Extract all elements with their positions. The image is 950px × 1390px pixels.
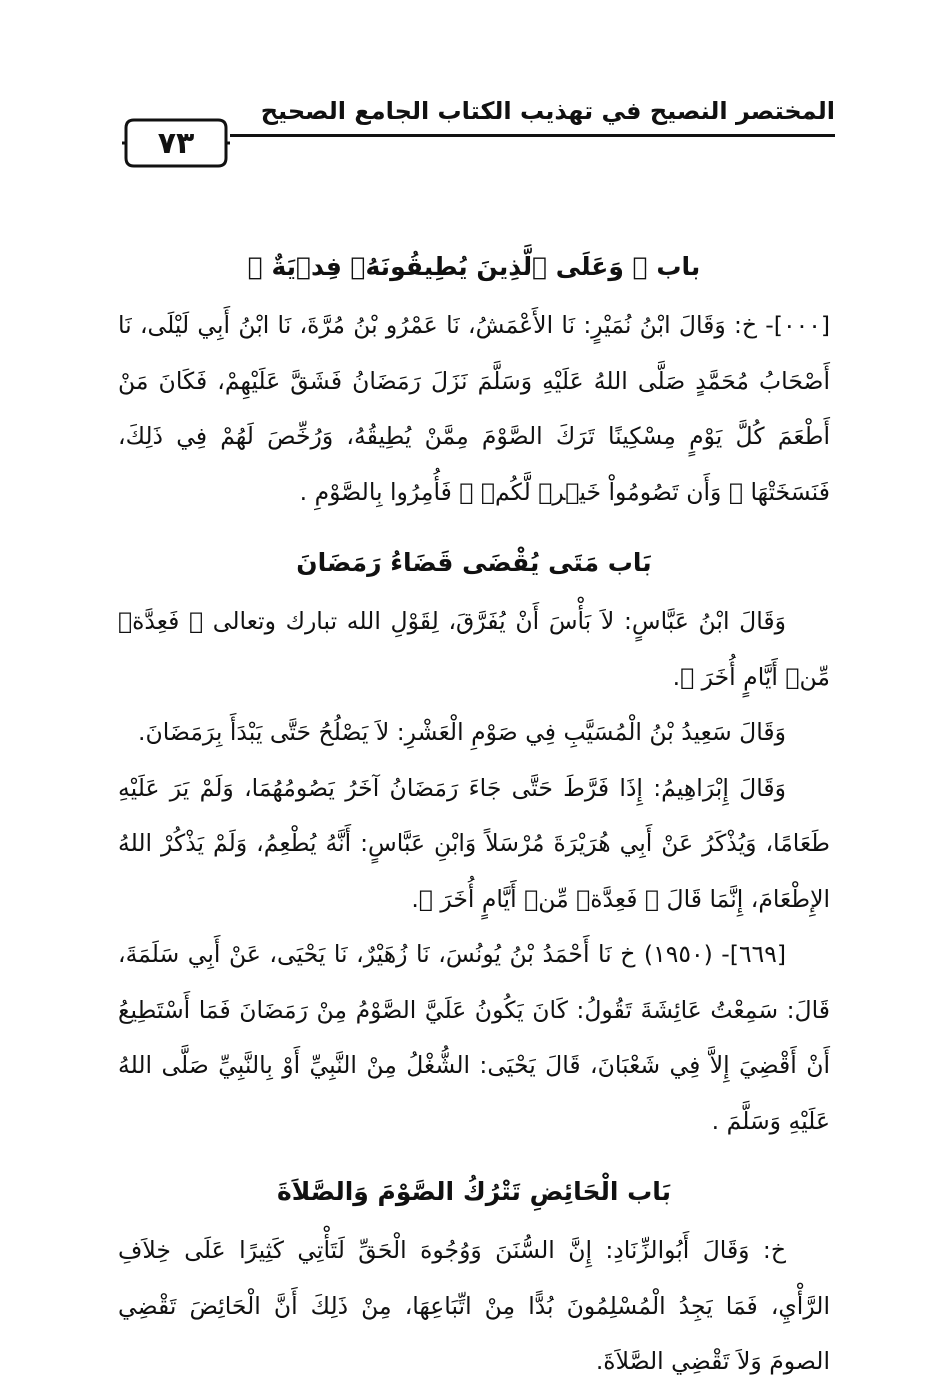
hadith-paragraph-669: [٦٦٩]- (١٩٥٠) خ نَا أَحْمَدُ بْنُ يُونُسَ، نَا زُهَيْرٌ، نَا يَحْيَى، عَنْ أَبِي سَلَمَةَ، قَالَ: سَمِعْتُ عَائِشَةَ تَقُولُ: كَانَ يَكُونُ عَلَيَّ الصَّوْمُ مِنْ رَمَضَانَ فَمَا أَسْتَطِيعُ أَنْ أَقْضِيَ إِلاَّ فِي شَعْبَانَ، قَالَ يَحْيَى: الشُّغْلُ مِنْ النَّبِيِّ أَوْ بِالنَّبِيِّ صَلَّى اللهُ عَلَيْهِ وَسَلَّمَ . xyxy=(118,940,830,1135)
chapter-heading-haid: بَاب الْحَائِضِ تَتْرُكُ الصَّوْمَ وَالصَّلاَةَ xyxy=(276,1177,672,1206)
narration-abu-zinad: خ: وَقَالَ أَبُوالزِّنَادِ: إِنَّ السُّنَنَ وَوُجُوهَ الْحَقِّ لَتَأْتِي كَثِيرًا عَلَى خِلاَفِ الرَّأْيِ، فَمَا يَجِدُ الْمُسْلِمُونَ بُدًّا مِنْ اتِّبَاعِهَا، مِنْ ذَلِكَ أَنَّ الْحَائِضَ تَقْضِي الصومَ وَلاَ تَقْضِي الصَّلاَةَ. xyxy=(118,1236,830,1375)
narration-ibn-abbas: وَقَالَ ابْنُ عَبَّاسٍ: لاَ بَأْسَ أَنْ يُفَرَّقَ، لِقَوْلِ الله تبارك وتعالى ﴿ فَعِدَّةٞ مِّنۡ أَيَّامٍ أُخَرَ ﴾. xyxy=(118,607,830,691)
hadith-paragraph: [٠٠٠]- خ: وَقَالَ ابْنُ نُمَيْرٍ: نَا الأَعْمَشُ، نَا عَمْرُو بْنُ مُرَّةَ، نَا ابْنُ أَبِي لَيْلَى، نَا أَصْحَابُ مُحَمَّدٍ صَلَّى اللهُ عَلَيْهِ وَسَلَّمَ نَزَلَ رَمَضَانُ فَشَقَّ عَلَيْهِمْ، فَكَانَ مَنْ أَطْعَمَ كُلَّ يَوْمٍ مِسْكِينًا تَرَكَ الصَّوْمَ مِمَّنْ يُطِيقُهُ، وَرُخِّصَ لَهُمْ فِي ذَلِكَ، فَنَسَخَتْهَا ﴿ وَأَن تَصُومُواْ خَيۡرٞ لَّكُمۡ ﴾ فَأُمِرُوا بِالصَّوْمِ . xyxy=(118,311,830,506)
narration-said-ibn-musayyab: وَقَالَ سَعِيدُ بْنُ الْمُسَيَّبِ فِي صَوْمِ الْعَشْرِ: لاَ يَصْلُحُ حَتَّى يَبْدَأَ بِرَمَضَانَ. xyxy=(138,718,786,746)
narration-ibrahim: وَقَالَ إِبْرَاهِيمُ: إِذَا فَرَّطَ حَتَّى جَاءَ رَمَضَانُ آخَرُ يَصُومُهُمَا، وَلَمْ يَرَ عَلَيْهِ طَعَامًا، وَيُذْكَرُ عَنْ أَبِي هُرَيْرَةَ مُرْسَلاً وَابْنِ عَبَّاسٍ: أَنَّهُ يُطْعِمُ، وَلَمْ يَذْكُرْ اللهُ الإِطْعَامَ، إِنَّمَا قَالَ ﴿ فَعِدَّةٞ مِّنۡ أَيَّامٍ أُخَرَ ﴾. xyxy=(118,773,830,913)
chapter-heading-fidya: باب ﴿ وَعَلَى ٱلَّذِينَ يُطِيقُونَهُۥ فِدۡيَةٌ ﴾ xyxy=(247,252,701,281)
running-title: المختصر النصيح في تهذيب الكتاب الجامع الصحيح xyxy=(260,97,835,125)
page-number: ٧٣ xyxy=(157,125,195,161)
header-rule xyxy=(230,134,835,137)
chapter-heading-qada-ramadan: بَاب مَتَى يُقْضَى قَضَاءُ رَمَضَانَ xyxy=(296,548,652,577)
page-number-frame xyxy=(120,114,232,172)
page-content xyxy=(118,236,830,1390)
